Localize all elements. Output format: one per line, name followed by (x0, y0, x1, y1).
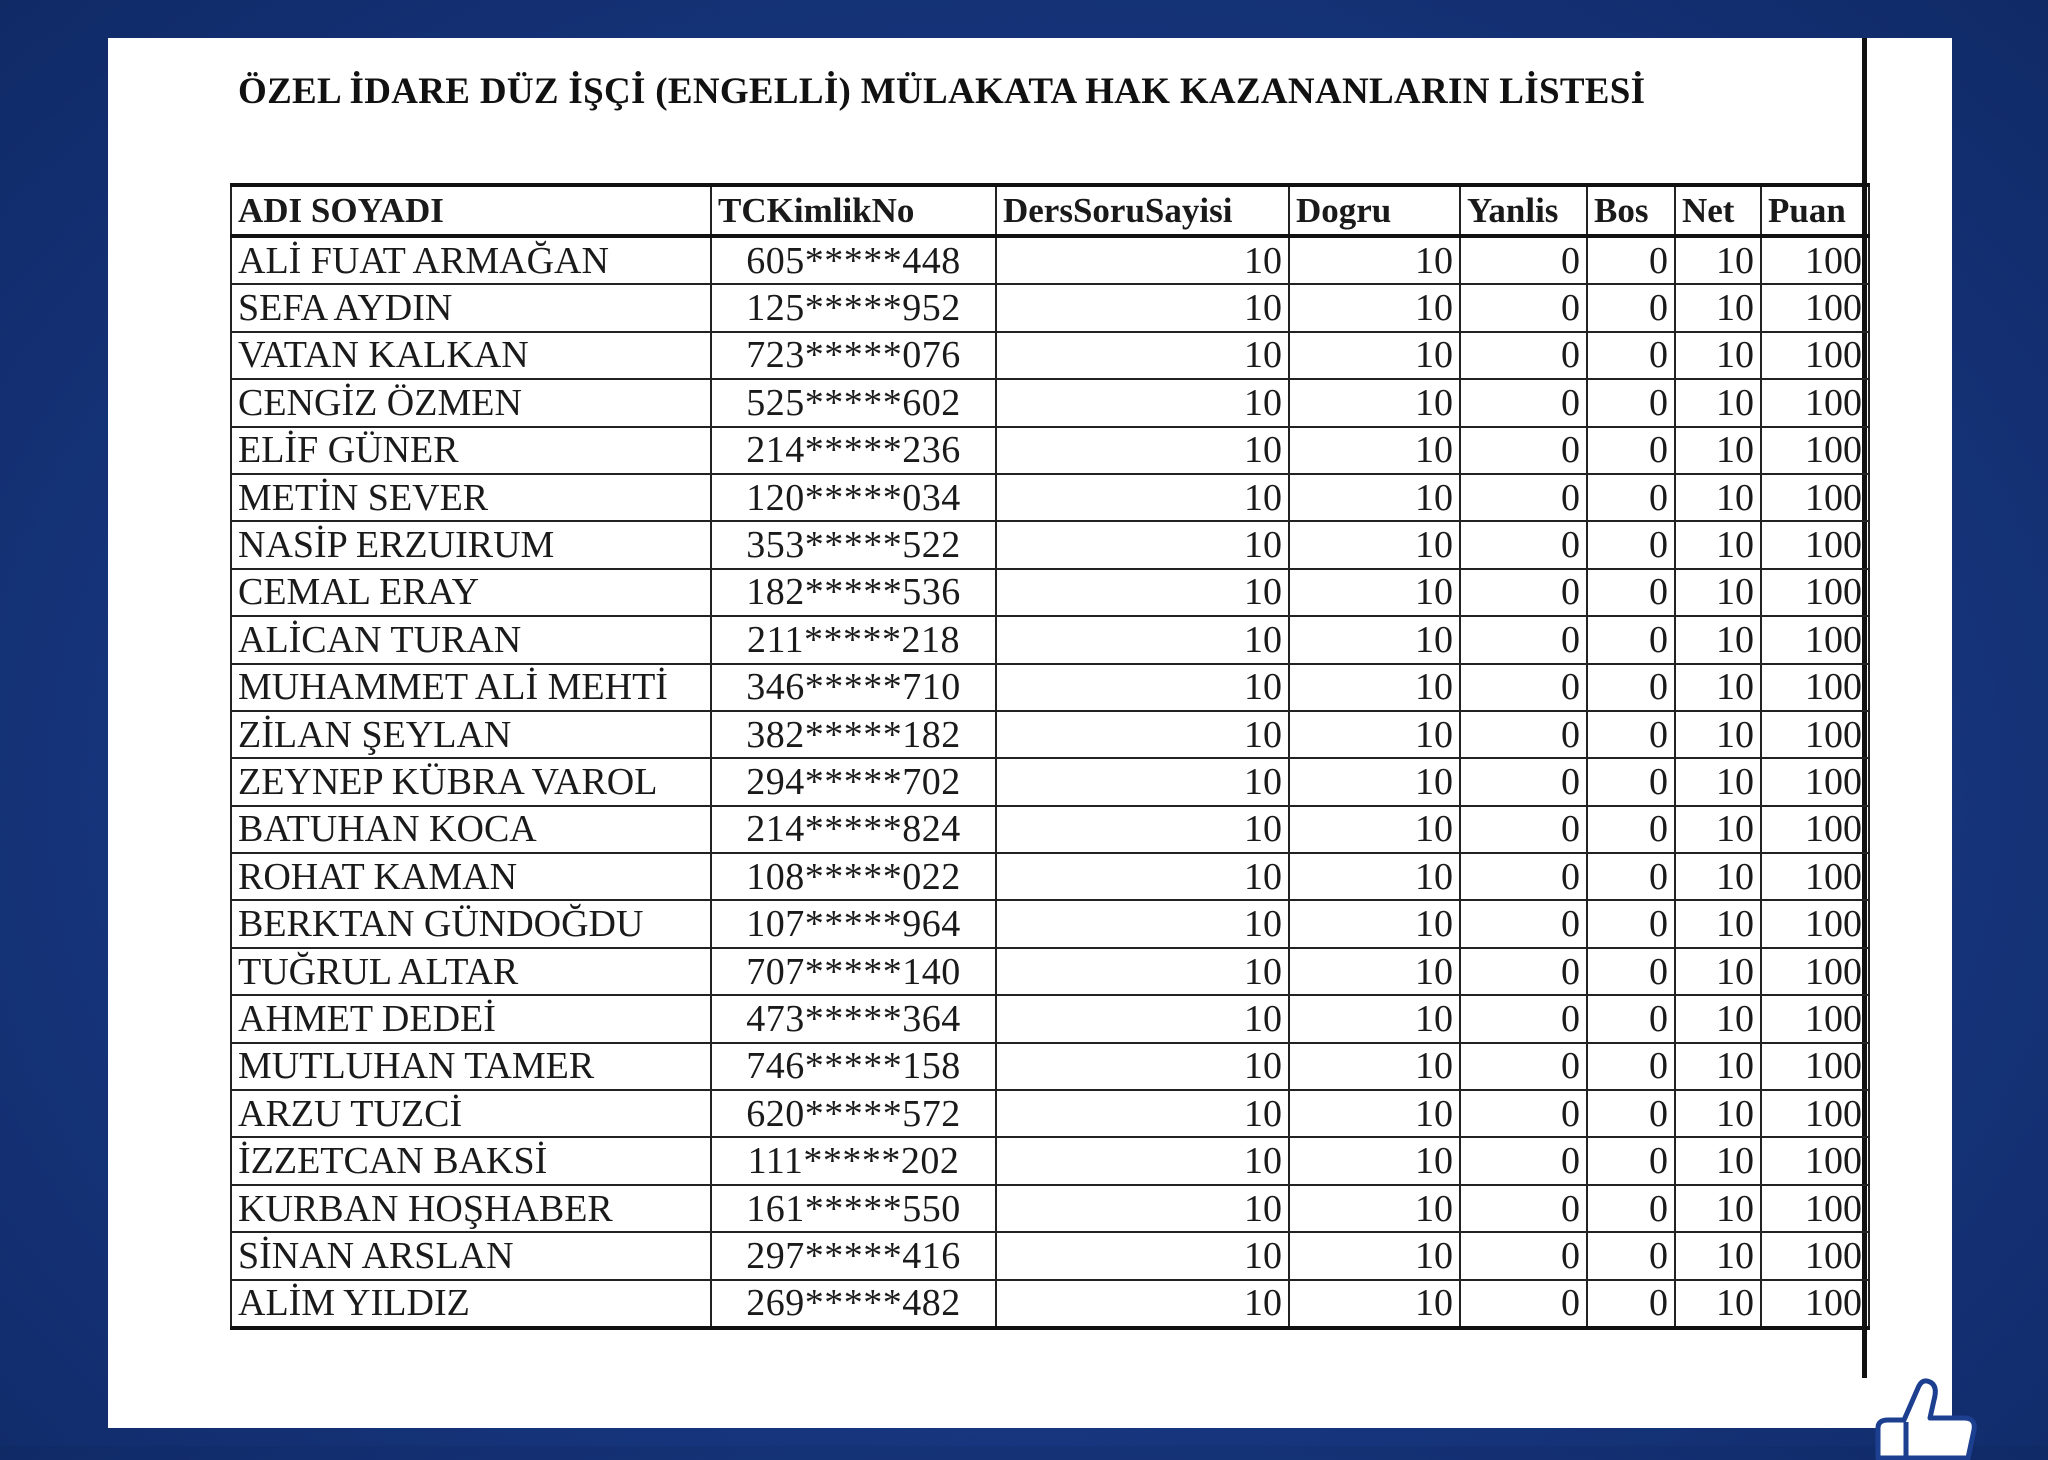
cell-score: 100 (1761, 1232, 1869, 1279)
cell-wrong: 0 (1460, 1185, 1587, 1232)
cell-net: 10 (1675, 1185, 1761, 1232)
cell-net: 10 (1675, 616, 1761, 663)
cell-score: 100 (1761, 379, 1869, 426)
table-row (231, 521, 1869, 568)
cell-name: ARZU TUZCİ (231, 1090, 711, 1137)
cell-score: 100 (1761, 332, 1869, 379)
cell-wrong: 0 (1460, 379, 1587, 426)
cell-net: 10 (1675, 806, 1761, 853)
cell-question-count: 10 (996, 1185, 1289, 1232)
cell-question-count: 10 (996, 569, 1289, 616)
cell-net: 10 (1675, 332, 1761, 379)
table-body (231, 236, 1869, 1328)
cell-question-count: 10 (996, 427, 1289, 474)
cell-blank: 0 (1587, 521, 1675, 568)
cell-tc-number: 353*****522 (711, 521, 996, 568)
cell-net: 10 (1675, 236, 1761, 284)
cell-net: 10 (1675, 995, 1761, 1042)
cell-blank: 0 (1587, 806, 1675, 853)
header-wrong: Yanlis (1460, 185, 1587, 236)
table-row (231, 900, 1869, 947)
cell-correct: 10 (1289, 569, 1460, 616)
cell-net: 10 (1675, 1090, 1761, 1137)
header-score: Puan (1761, 185, 1869, 236)
cell-tc-number: 723*****076 (711, 332, 996, 379)
cell-tc-number: 108*****022 (711, 853, 996, 900)
table-row (231, 1185, 1869, 1232)
cell-correct: 10 (1289, 711, 1460, 758)
document-title: ÖZEL İDARE DÜZ İŞÇİ (ENGELLİ) MÜLAKATA HAK KAZANANLARIN LİSTESİ (238, 71, 1646, 112)
cell-question-count: 10 (996, 995, 1289, 1042)
cell-question-count: 10 (996, 664, 1289, 711)
cell-score: 100 (1761, 711, 1869, 758)
table-row (231, 664, 1869, 711)
cell-name: VATAN KALKAN (231, 332, 711, 379)
cell-blank: 0 (1587, 474, 1675, 521)
header-question-count: DersSoruSayisi (996, 185, 1289, 236)
table-row (231, 806, 1869, 853)
cell-tc-number: 214*****236 (711, 427, 996, 474)
table-row (231, 379, 1869, 426)
cell-wrong: 0 (1460, 1043, 1587, 1090)
table-row (231, 1043, 1869, 1090)
cell-correct: 10 (1289, 1090, 1460, 1137)
cell-name: ZEYNEP KÜBRA VAROL (231, 758, 711, 805)
cell-wrong: 0 (1460, 427, 1587, 474)
cell-correct: 10 (1289, 1137, 1460, 1184)
cell-score: 100 (1761, 1090, 1869, 1137)
cell-blank: 0 (1587, 711, 1675, 758)
cell-name: İZZETCAN BAKSİ (231, 1137, 711, 1184)
cell-net: 10 (1675, 664, 1761, 711)
cell-blank: 0 (1587, 1280, 1675, 1328)
cell-score: 100 (1761, 521, 1869, 568)
cell-wrong: 0 (1460, 616, 1587, 663)
cell-tc-number: 294*****702 (711, 758, 996, 805)
cell-net: 10 (1675, 1280, 1761, 1328)
table-row (231, 569, 1869, 616)
cell-blank: 0 (1587, 284, 1675, 331)
cell-name: METİN SEVER (231, 474, 711, 521)
cell-score: 100 (1761, 236, 1869, 284)
cell-wrong: 0 (1460, 806, 1587, 853)
cell-blank: 0 (1587, 1090, 1675, 1137)
cell-score: 100 (1761, 948, 1869, 995)
header-blank: Bos (1587, 185, 1675, 236)
cell-tc-number: 620*****572 (711, 1090, 996, 1137)
cell-correct: 10 (1289, 1043, 1460, 1090)
table-row (231, 284, 1869, 331)
cell-name: ALİCAN TURAN (231, 616, 711, 663)
cell-net: 10 (1675, 474, 1761, 521)
cell-tc-number: 125*****952 (711, 284, 996, 331)
cell-question-count: 10 (996, 900, 1289, 947)
cell-question-count: 10 (996, 758, 1289, 805)
cell-blank: 0 (1587, 569, 1675, 616)
cell-score: 100 (1761, 1043, 1869, 1090)
cell-wrong: 0 (1460, 569, 1587, 616)
cell-name: BERKTAN GÜNDOĞDU (231, 900, 711, 947)
cell-correct: 10 (1289, 427, 1460, 474)
cell-tc-number: 214*****824 (711, 806, 996, 853)
cell-wrong: 0 (1460, 900, 1587, 947)
cell-tc-number: 161*****550 (711, 1185, 996, 1232)
cell-correct: 10 (1289, 995, 1460, 1042)
cell-score: 100 (1761, 616, 1869, 663)
cell-tc-number: 120*****034 (711, 474, 996, 521)
table-row (231, 1232, 1869, 1279)
cell-blank: 0 (1587, 1232, 1675, 1279)
cell-name: MUTLUHAN TAMER (231, 1043, 711, 1090)
results-table (230, 183, 1870, 1330)
cell-question-count: 10 (996, 236, 1289, 284)
table-row (231, 332, 1869, 379)
cell-name: NASİP ERZUIRUM (231, 521, 711, 568)
cell-tc-number: 605*****448 (711, 236, 996, 284)
cell-wrong: 0 (1460, 1232, 1587, 1279)
cell-correct: 10 (1289, 1232, 1460, 1279)
cell-net: 10 (1675, 521, 1761, 568)
cell-correct: 10 (1289, 664, 1460, 711)
cell-blank: 0 (1587, 664, 1675, 711)
cell-name: SEFA AYDIN (231, 284, 711, 331)
cell-name: MUHAMMET ALİ MEHTİ (231, 664, 711, 711)
cell-net: 10 (1675, 900, 1761, 947)
cell-blank: 0 (1587, 1185, 1675, 1232)
cell-tc-number: 111*****202 (711, 1137, 996, 1184)
cell-score: 100 (1761, 758, 1869, 805)
cell-wrong: 0 (1460, 853, 1587, 900)
cell-score: 100 (1761, 569, 1869, 616)
cell-wrong: 0 (1460, 1090, 1587, 1137)
cell-tc-number: 269*****482 (711, 1280, 996, 1328)
cell-wrong: 0 (1460, 474, 1587, 521)
cell-name: KURBAN HOŞHABER (231, 1185, 711, 1232)
cell-wrong: 0 (1460, 1137, 1587, 1184)
header-name: ADI SOYADI (231, 185, 711, 236)
cell-blank: 0 (1587, 948, 1675, 995)
cell-correct: 10 (1289, 332, 1460, 379)
cell-question-count: 10 (996, 1232, 1289, 1279)
cell-wrong: 0 (1460, 1280, 1587, 1328)
table-header-row (231, 185, 1869, 236)
cell-correct: 10 (1289, 948, 1460, 995)
cell-tc-number: 182*****536 (711, 569, 996, 616)
cell-blank: 0 (1587, 1137, 1675, 1184)
cell-net: 10 (1675, 379, 1761, 426)
cell-correct: 10 (1289, 1280, 1460, 1328)
cell-correct: 10 (1289, 284, 1460, 331)
cell-net: 10 (1675, 853, 1761, 900)
cell-blank: 0 (1587, 995, 1675, 1042)
header-net: Net (1675, 185, 1761, 236)
cell-blank: 0 (1587, 900, 1675, 947)
cell-question-count: 10 (996, 332, 1289, 379)
cell-wrong: 0 (1460, 664, 1587, 711)
cell-wrong: 0 (1460, 236, 1587, 284)
cell-score: 100 (1761, 474, 1869, 521)
cell-name: ELİF GÜNER (231, 427, 711, 474)
cell-net: 10 (1675, 569, 1761, 616)
cell-question-count: 10 (996, 616, 1289, 663)
table-row (231, 853, 1869, 900)
cell-tc-number: 473*****364 (711, 995, 996, 1042)
cell-tc-number: 525*****602 (711, 379, 996, 426)
table-row (231, 1280, 1869, 1328)
cell-tc-number: 346*****710 (711, 664, 996, 711)
cell-question-count: 10 (996, 1090, 1289, 1137)
cell-name: TUĞRUL ALTAR (231, 948, 711, 995)
cell-net: 10 (1675, 284, 1761, 331)
cell-wrong: 0 (1460, 758, 1587, 805)
table-row (231, 1137, 1869, 1184)
cell-tc-number: 211*****218 (711, 616, 996, 663)
cell-wrong: 0 (1460, 521, 1587, 568)
cell-correct: 10 (1289, 474, 1460, 521)
header-tc-number: TCKimlikNo (711, 185, 996, 236)
cell-wrong: 0 (1460, 711, 1587, 758)
cell-correct: 10 (1289, 900, 1460, 947)
cell-correct: 10 (1289, 1185, 1460, 1232)
table-row (231, 995, 1869, 1042)
cell-question-count: 10 (996, 474, 1289, 521)
cell-name: ROHAT KAMAN (231, 853, 711, 900)
cell-score: 100 (1761, 427, 1869, 474)
cell-correct: 10 (1289, 806, 1460, 853)
cell-name: SİNAN ARSLAN (231, 1232, 711, 1279)
table-row (231, 236, 1869, 284)
cell-net: 10 (1675, 948, 1761, 995)
cell-wrong: 0 (1460, 948, 1587, 995)
cell-blank: 0 (1587, 236, 1675, 284)
cell-score: 100 (1761, 995, 1869, 1042)
cell-correct: 10 (1289, 853, 1460, 900)
cell-score: 100 (1761, 1185, 1869, 1232)
cell-name: AHMET DEDEİ (231, 995, 711, 1042)
cell-name: ALİ FUAT ARMAĞAN (231, 236, 711, 284)
table-row (231, 427, 1869, 474)
cell-blank: 0 (1587, 1043, 1675, 1090)
cell-wrong: 0 (1460, 332, 1587, 379)
thumbs-up-icon[interactable] (1860, 1370, 1990, 1460)
cell-score: 100 (1761, 1280, 1869, 1328)
cell-question-count: 10 (996, 521, 1289, 568)
cell-blank: 0 (1587, 758, 1675, 805)
cell-score: 100 (1761, 664, 1869, 711)
cell-question-count: 10 (996, 1280, 1289, 1328)
cell-wrong: 0 (1460, 284, 1587, 331)
cell-name: ALİM YILDIZ (231, 1280, 711, 1328)
cell-question-count: 10 (996, 284, 1289, 331)
cell-correct: 10 (1289, 379, 1460, 426)
header-correct: Dogru (1289, 185, 1460, 236)
cell-wrong: 0 (1460, 995, 1587, 1042)
cell-net: 10 (1675, 1232, 1761, 1279)
cell-net: 10 (1675, 1137, 1761, 1184)
cell-tc-number: 107*****964 (711, 900, 996, 947)
cell-blank: 0 (1587, 332, 1675, 379)
cell-net: 10 (1675, 711, 1761, 758)
cell-tc-number: 746*****158 (711, 1043, 996, 1090)
cell-score: 100 (1761, 1137, 1869, 1184)
cell-score: 100 (1761, 900, 1869, 947)
cell-question-count: 10 (996, 948, 1289, 995)
cell-tc-number: 707*****140 (711, 948, 996, 995)
table-row (231, 758, 1869, 805)
cell-blank: 0 (1587, 853, 1675, 900)
cell-tc-number: 297*****416 (711, 1232, 996, 1279)
cell-blank: 0 (1587, 427, 1675, 474)
table-row (231, 948, 1869, 995)
table-row (231, 711, 1869, 758)
cell-name: ZİLAN ŞEYLAN (231, 711, 711, 758)
cell-question-count: 10 (996, 1137, 1289, 1184)
cell-name: CENGİZ ÖZMEN (231, 379, 711, 426)
cell-name: BATUHAN KOCA (231, 806, 711, 853)
cell-blank: 0 (1587, 616, 1675, 663)
cell-net: 10 (1675, 758, 1761, 805)
cell-score: 100 (1761, 806, 1869, 853)
cell-net: 10 (1675, 427, 1761, 474)
cell-question-count: 10 (996, 711, 1289, 758)
cell-correct: 10 (1289, 521, 1460, 568)
cell-question-count: 10 (996, 806, 1289, 853)
cell-score: 100 (1761, 284, 1869, 331)
cell-correct: 10 (1289, 758, 1460, 805)
cell-score: 100 (1761, 853, 1869, 900)
cell-correct: 10 (1289, 236, 1460, 284)
cell-question-count: 10 (996, 1043, 1289, 1090)
table-row (231, 1090, 1869, 1137)
cell-question-count: 10 (996, 379, 1289, 426)
cell-name: CEMAL ERAY (231, 569, 711, 616)
cell-tc-number: 382*****182 (711, 711, 996, 758)
cell-question-count: 10 (996, 853, 1289, 900)
table-row (231, 474, 1869, 521)
cell-net: 10 (1675, 1043, 1761, 1090)
table-row (231, 616, 1869, 663)
cell-correct: 10 (1289, 616, 1460, 663)
cell-blank: 0 (1587, 379, 1675, 426)
